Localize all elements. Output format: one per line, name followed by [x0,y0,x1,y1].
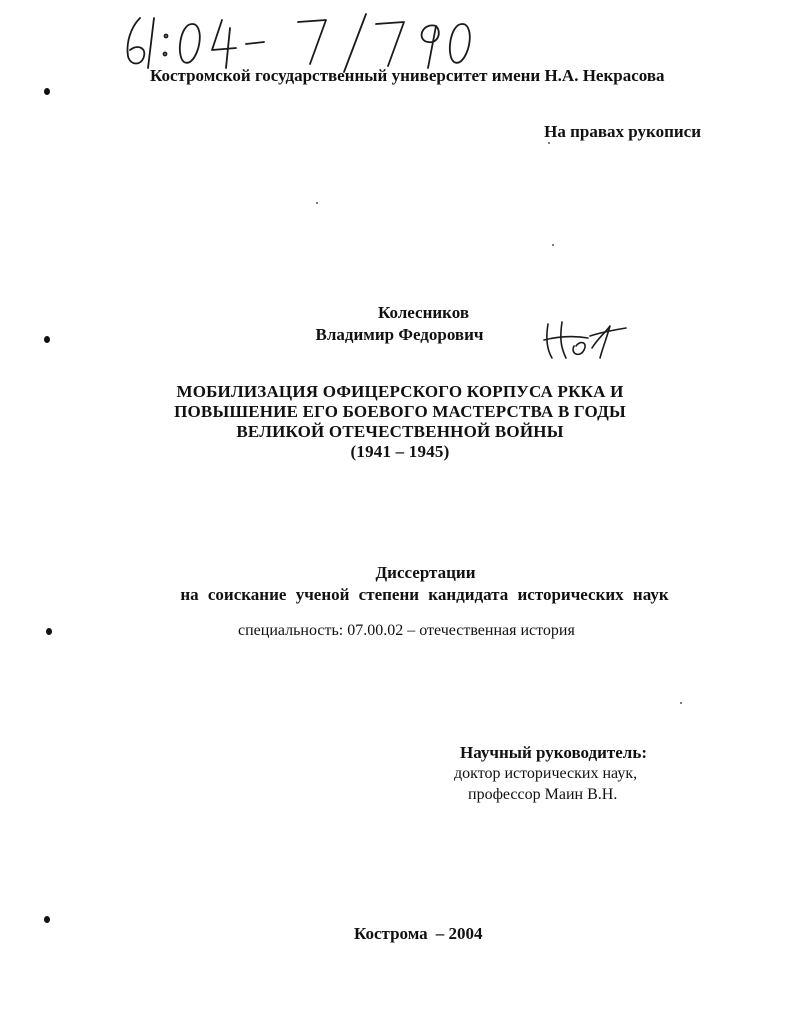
author-surname: Колесников [377,303,469,322]
author-block [0,302,799,346]
scan-speck [316,202,318,204]
handwritten-archive-code [118,10,478,74]
dissertation-label: Диссертации [375,563,476,582]
scan-speck [680,702,682,704]
binding-punch-mark [44,88,50,95]
dissertation-subtitle: на соискание ученой степени кандидата исторических наук [180,585,669,604]
footer-city-year [354,924,482,944]
author-signature [540,318,630,362]
footer-city: Кострома [354,924,428,943]
advisor-degree: доктор исторических наук, [454,765,638,782]
advisor-name: профессор Маин В.Н. [468,786,618,803]
title-line-2: ПОВЫШЕНИЕ ЕГО БОЕВОГО МАСТЕРСТВА В ГОДЫ [174,402,626,421]
advisor-block [448,742,708,805]
dissertation-type-block [0,562,799,606]
advisor-label: Научный руководитель: [460,743,647,762]
binding-punch-mark [44,336,50,343]
scan-speck [552,244,554,246]
footer-year: – 2004 [435,924,483,943]
specialty-line: специальность: 07.00.02 – отечественная история [238,622,575,639]
binding-punch-mark [44,916,50,923]
title-years: (1941 – 1945) [350,442,450,461]
binding-punch-mark [46,628,52,635]
title-line-3: ВЕЛИКОЙ ОТЕЧЕСТВЕННОЙ ВОЙНЫ [236,422,564,441]
manuscript-rights-note: На правах рукописи [544,122,701,141]
dissertation-title [100,382,700,462]
university-name: Костромской государственный университет имени Н.А. Некрасова [150,66,665,85]
scan-speck [548,142,550,144]
author-first-patronymic: Владимир Федорович [315,325,484,344]
title-line-1: МОБИЛИЗАЦИЯ ОФИЦЕРСКОГО КОРПУСА РККА И [176,382,624,401]
